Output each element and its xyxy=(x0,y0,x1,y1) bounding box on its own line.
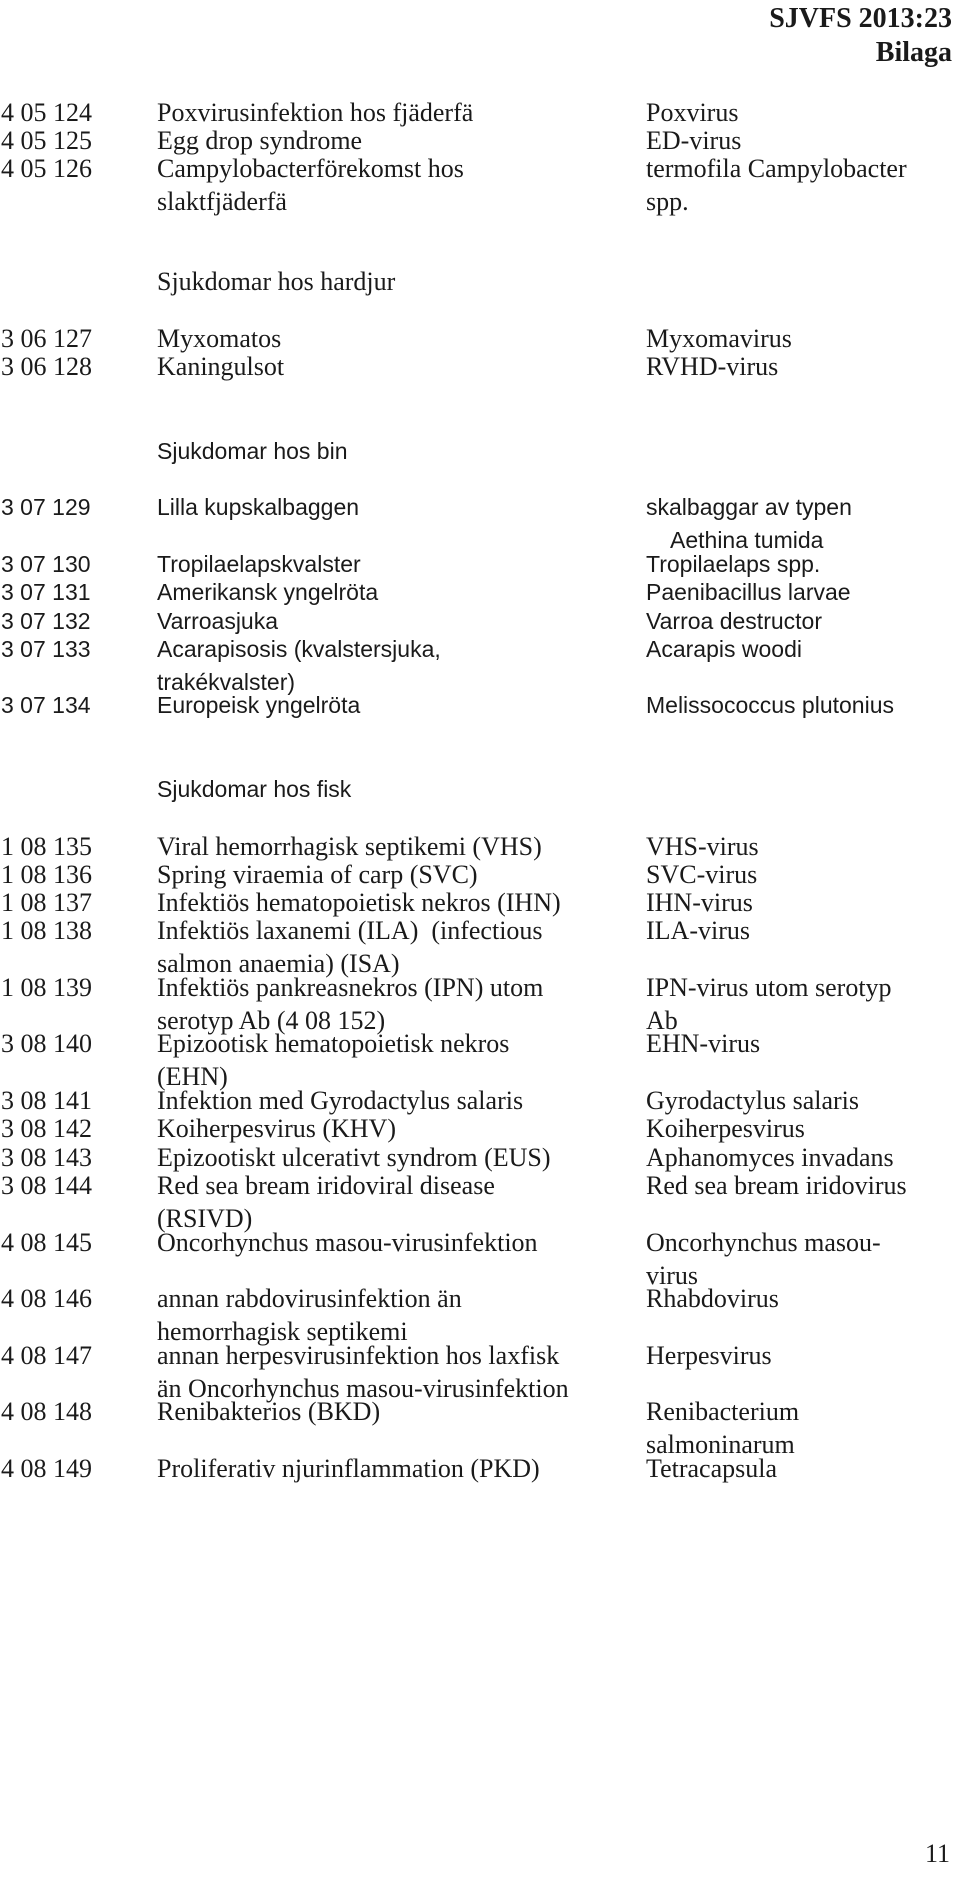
disease-name: Viral hemorrhagisk septikemi (VHS) xyxy=(157,832,542,861)
document-header xyxy=(769,2,952,70)
disease-name: Tropilaelapskvalster xyxy=(157,551,361,577)
disease-name: Amerikansk yngelröta xyxy=(157,579,379,605)
disease-name: Spring viraemia of carp (SVC) xyxy=(157,860,478,889)
section-heading-hardjur: Sjukdomar hos hardjur xyxy=(157,267,396,296)
disease-code: 3 07 134 xyxy=(1,692,91,718)
agent-name: IPN-virus utom serotyp Ab xyxy=(646,973,892,1035)
disease-code: 4 05 126 xyxy=(1,154,92,183)
disease-code: 3 08 143 xyxy=(1,1143,92,1172)
disease-code: 3 08 140 xyxy=(1,1029,92,1058)
disease-name: Epizootisk hematopoietisk nekros (EHN) xyxy=(157,1029,510,1091)
agent-name: ILA-virus xyxy=(646,916,750,945)
agent-name: RVHD-virus xyxy=(646,352,779,381)
disease-name: Europeisk yngelröta xyxy=(157,692,361,718)
agent-name: Oncorhynchus masou- virus xyxy=(646,1228,881,1290)
disease-name: Epizootiskt ulcerativt syndrom (EUS) xyxy=(157,1143,551,1172)
agent-name: Varroa destructor xyxy=(646,608,822,634)
disease-code: 4 08 148 xyxy=(1,1397,92,1426)
document-id: SJVFS 2013:23 xyxy=(769,3,952,34)
disease-name: Oncorhynchus masou-virusinfektion xyxy=(157,1228,538,1257)
disease-code: 1 08 136 xyxy=(1,860,92,889)
agent-name: EHN-virus xyxy=(646,1029,761,1058)
disease-code: 4 08 147 xyxy=(1,1341,92,1370)
disease-code: 4 08 146 xyxy=(1,1284,92,1313)
page-number: 11 xyxy=(924,1839,950,1868)
disease-name: Infektiös laxanemi (ILA) (infectious salmon anaemia) (ISA) xyxy=(157,916,543,978)
agent-name: Herpesvirus xyxy=(646,1341,772,1370)
disease-name: Egg drop syndrome xyxy=(157,126,363,155)
disease-name: Red sea bream iridoviral disease (RSIVD) xyxy=(157,1171,495,1233)
disease-name: Infektiös hematopoietisk nekros (IHN) xyxy=(157,888,561,917)
disease-name: Acarapisosis (kvalstersjuka, trakékvalster) xyxy=(157,636,441,695)
disease-code: 1 08 139 xyxy=(1,973,92,1002)
disease-name: annan rabdovirusinfektion än hemorrhagisk septikemi xyxy=(157,1284,462,1346)
agent-name: Melissococcus plutonius xyxy=(646,692,895,718)
agent-name: Tetracapsula xyxy=(646,1454,777,1483)
disease-code: 3 07 132 xyxy=(1,608,91,634)
disease-code: 3 07 130 xyxy=(1,551,91,577)
disease-code: 4 08 149 xyxy=(1,1454,92,1483)
agent-name: Red sea bream iridovirus xyxy=(646,1171,907,1200)
disease-name: Renibakterios (BKD) xyxy=(157,1397,381,1426)
agent-name: Koiherpesvirus xyxy=(646,1114,805,1143)
disease-name: Myxomatos xyxy=(157,324,282,353)
disease-code: 1 08 135 xyxy=(1,832,92,861)
disease-name: Proliferativ njurinflammation (PKD) xyxy=(157,1454,540,1483)
disease-code: 1 08 137 xyxy=(1,888,92,917)
agent-name: Renibacterium salmoninarum xyxy=(646,1397,800,1459)
agent-name: Aphanomyces invadans xyxy=(646,1143,894,1172)
agent-name: VHS-virus xyxy=(646,832,759,861)
disease-code: 3 07 133 xyxy=(1,636,91,662)
agent-name: Acarapis woodi xyxy=(646,636,802,662)
disease-code: 3 08 141 xyxy=(1,1086,92,1115)
disease-name: Lilla kupskalbaggen xyxy=(157,494,360,520)
disease-code: 4 05 124 xyxy=(1,98,92,127)
disease-name: annan herpesvirusinfektion hos laxfisk än Oncorhynchus masou-virusinfektion xyxy=(157,1341,569,1403)
disease-code: 3 08 142 xyxy=(1,1114,92,1143)
agent-name: Rhabdovirus xyxy=(646,1284,779,1313)
agent-name: Poxvirus xyxy=(646,98,739,127)
disease-code: 4 08 145 xyxy=(1,1228,92,1257)
disease-name: Poxvirusinfektion hos fjäderfä xyxy=(157,98,474,127)
section-heading-bin: Sjukdomar hos bin xyxy=(157,438,348,464)
disease-code: 4 05 125 xyxy=(1,126,92,155)
agent-name: ED-virus xyxy=(646,126,742,155)
disease-name: Infektion med Gyrodactylus salaris xyxy=(157,1086,524,1115)
disease-name: Kaningulsot xyxy=(157,352,285,381)
agent-name: Tropilaelaps spp. xyxy=(646,551,821,577)
agent-name: termofila Campylobacter spp. xyxy=(646,154,907,216)
disease-code: 3 06 127 xyxy=(1,324,92,353)
disease-code: 3 07 129 xyxy=(1,494,91,520)
agent-name: SVC-virus xyxy=(646,860,758,889)
disease-name: Campylobacterförekomst hos slaktfjäderfä xyxy=(157,154,464,216)
agent-name: skalbaggar av typen Aethina tumida xyxy=(646,494,852,553)
disease-name: Varroasjuka xyxy=(157,608,279,634)
agent-name: Myxomavirus xyxy=(646,324,792,353)
disease-code: 3 07 131 xyxy=(1,579,91,605)
agent-name: Gyrodactylus salaris xyxy=(646,1086,860,1115)
disease-code: 1 08 138 xyxy=(1,916,92,945)
disease-name: Koiherpesvirus (KHV) xyxy=(157,1114,397,1143)
disease-code: 3 06 128 xyxy=(1,352,92,381)
appendix-label: Bilaga xyxy=(875,37,952,68)
agent-name: Paenibacillus larvae xyxy=(646,579,851,605)
disease-code: 3 08 144 xyxy=(1,1171,92,1200)
section-heading-fisk: Sjukdomar hos fisk xyxy=(157,776,352,802)
agent-name: IHN-virus xyxy=(646,888,753,917)
disease-name: Infektiös pankreasnekros (IPN) utom serotyp Ab (4 08 152) xyxy=(157,973,544,1035)
